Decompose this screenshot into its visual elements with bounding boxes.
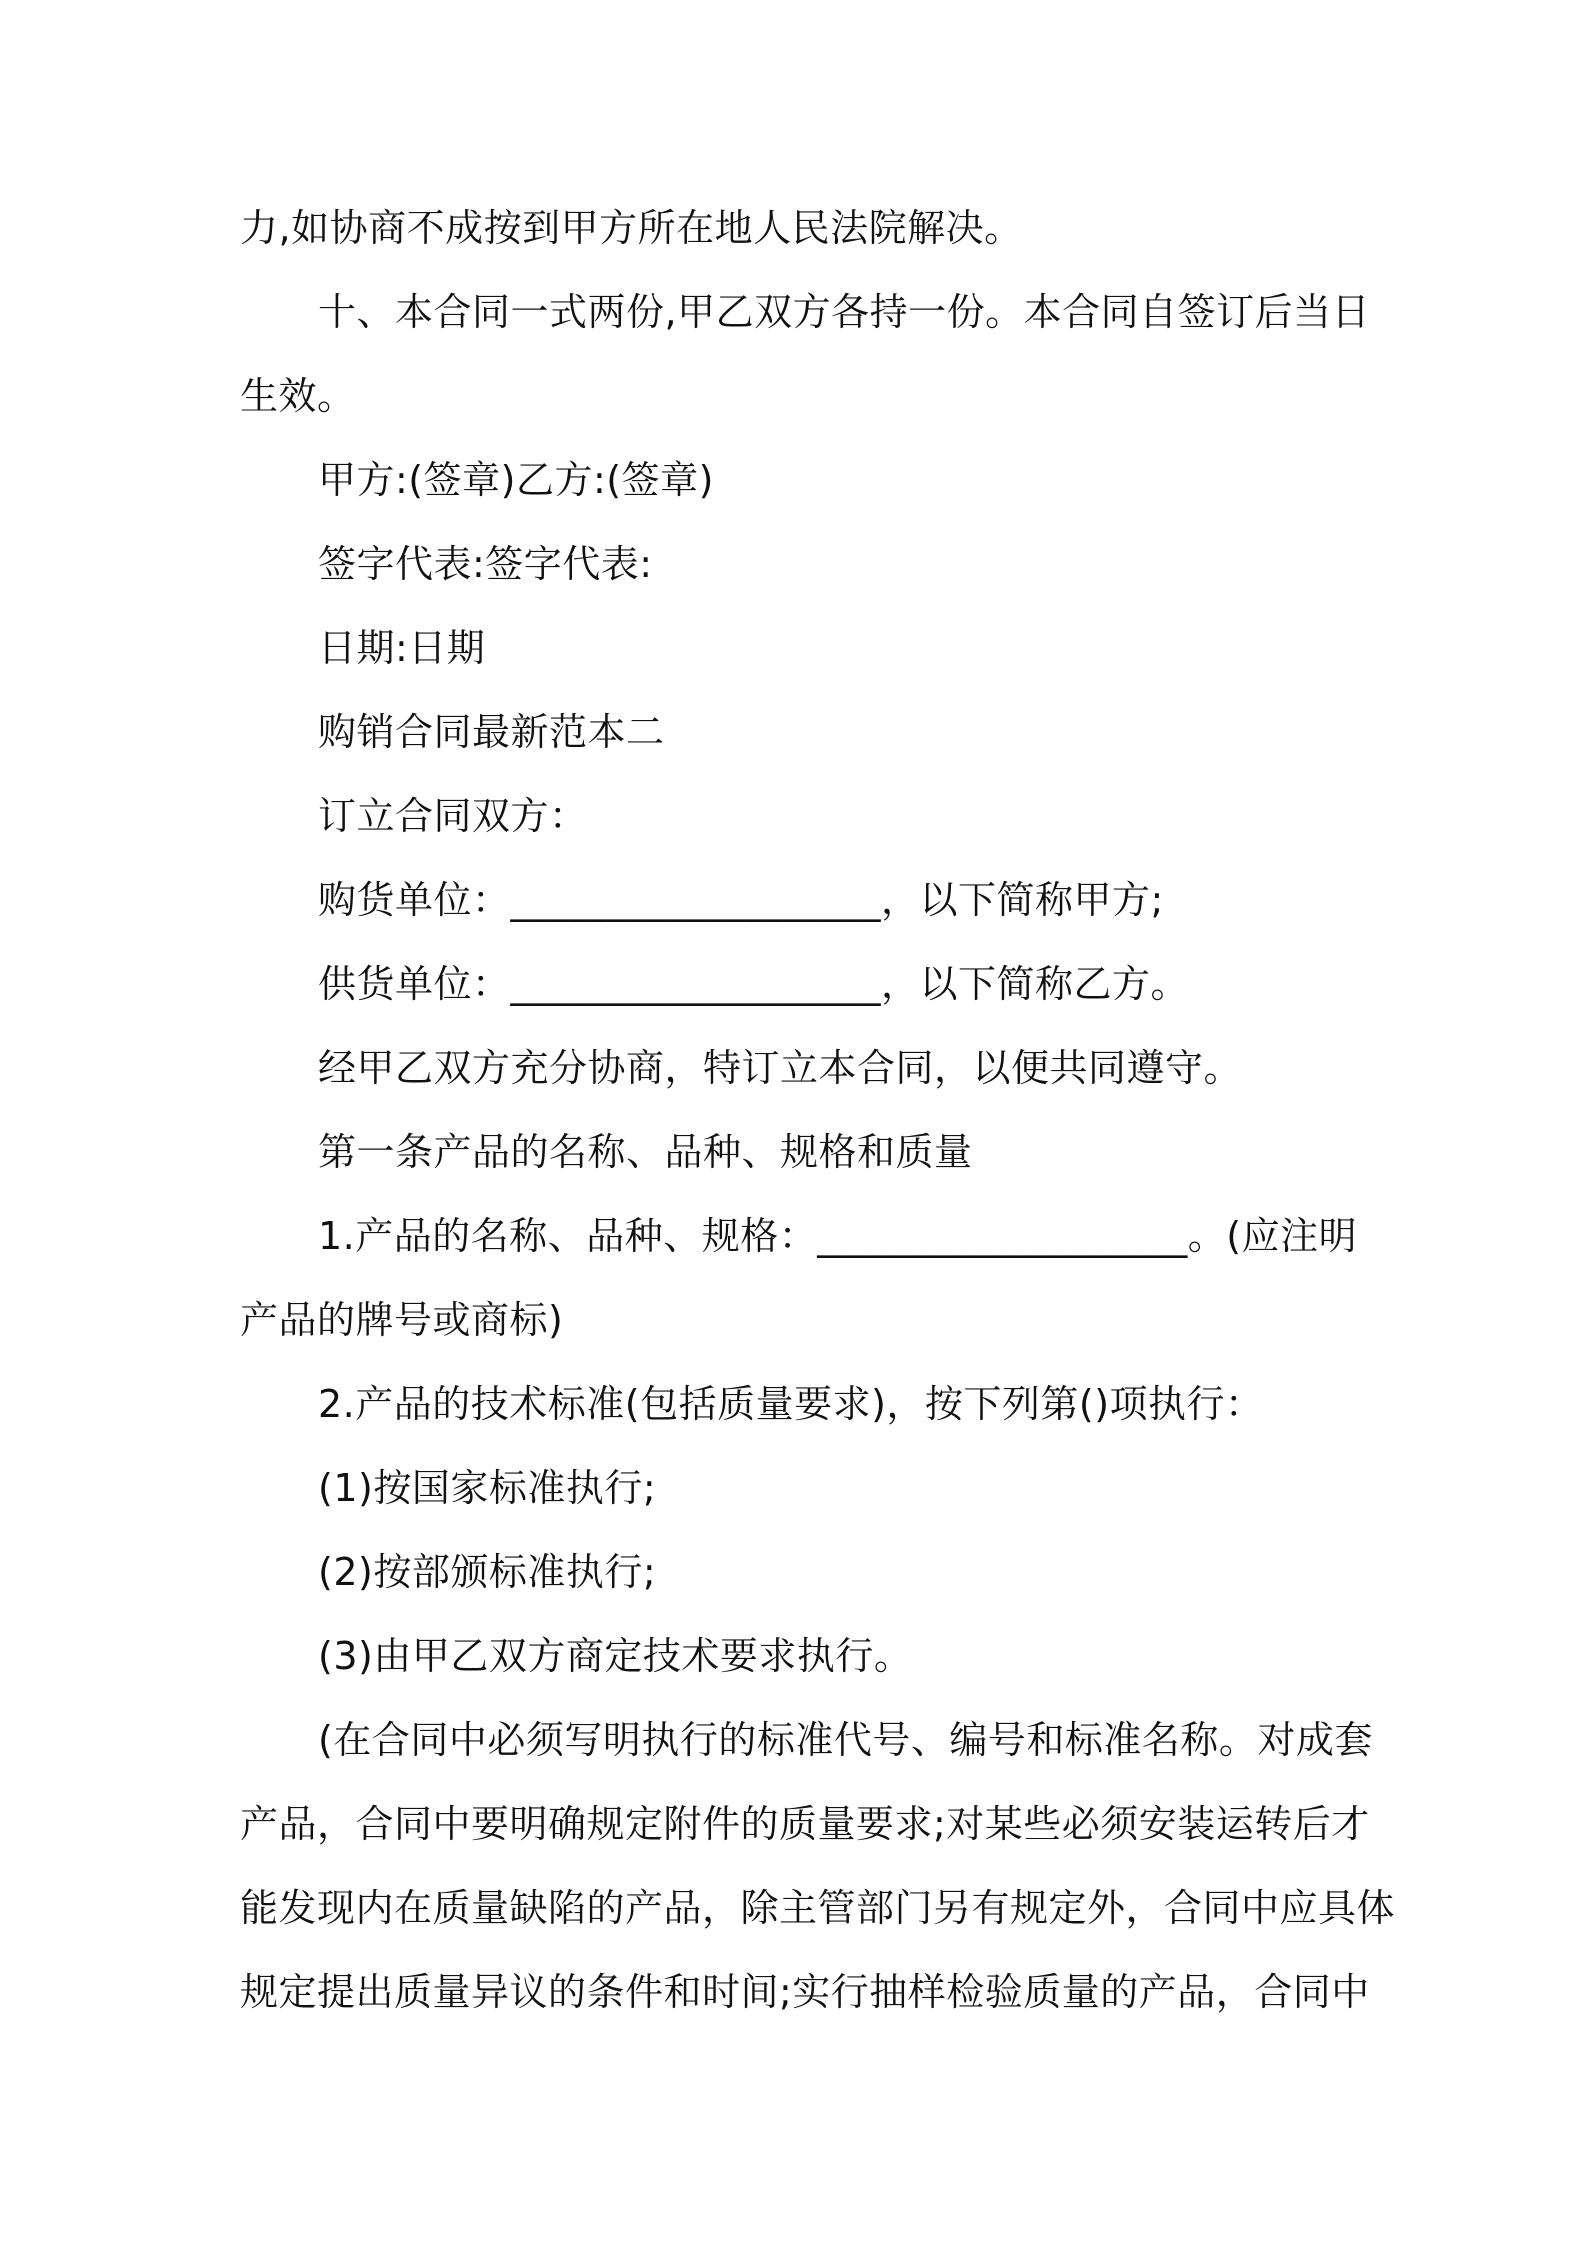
- text-line: 十、本合同一式两份,甲乙双方各持一份。本合同自签订后当日: [318, 290, 1371, 334]
- text-line: 甲方:(签章)乙方:(签章): [318, 458, 714, 502]
- text-line: 生效。: [240, 374, 356, 418]
- text-line: (3)由甲乙双方商定技术要求执行。: [318, 1634, 913, 1678]
- text-line: 日期:日期: [318, 626, 486, 670]
- text-line: 1.产品的名称、品种、规格：___________________。(应注明: [318, 1214, 1358, 1258]
- text-line: 产品的牌号或商标): [240, 1298, 564, 1342]
- article-heading: 第一条产品的名称、品种、规格和质量: [318, 1130, 973, 1174]
- text-line: 订立合同双方：: [318, 794, 588, 838]
- text-line: 产品，合同中要明确规定附件的质量要求;对某些必须安装运转后才: [240, 1802, 1370, 1846]
- text-line: 能发现内在质量缺陷的产品，除主管部门另有规定外，合同中应具体: [240, 1886, 1396, 1930]
- text-line: 规定提出质量异议的条件和时间;实行抽样检验质量的产品，合同中: [240, 1970, 1370, 2014]
- text-line: 供货单位：___________________，以下简称乙方。: [318, 962, 1190, 1006]
- text-line: 2.产品的技术标准(包括质量要求)，按下列第()项执行：: [318, 1382, 1264, 1426]
- text-line: 签字代表:签字代表:: [318, 542, 653, 586]
- text-line: 经甲乙双方充分协商，特订立本合同，以便共同遵守。: [318, 1046, 1243, 1090]
- section-heading: 购销合同最新范本二: [318, 710, 665, 754]
- text-line: 力,如协商不成按到甲方所在地人民法院解决。: [240, 206, 1023, 250]
- text-line: (1)按国家标准执行;: [318, 1466, 657, 1510]
- text-line: 购货单位：___________________，以下简称甲方;: [318, 878, 1164, 922]
- text-line: (在合同中必须写明执行的标准代号、编号和标准名称。对成套: [318, 1718, 1373, 1762]
- text-line: (2)按部颁标准执行;: [318, 1550, 657, 1594]
